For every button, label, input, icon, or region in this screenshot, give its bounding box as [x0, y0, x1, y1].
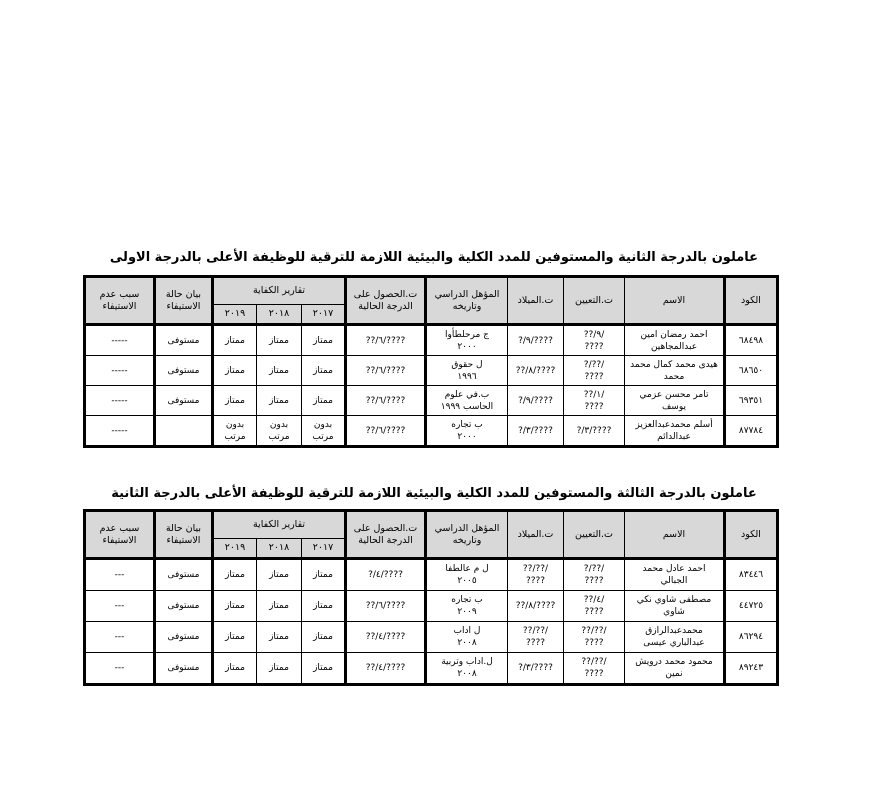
cell-report-2017	[302, 653, 346, 685]
cell-current-grade	[346, 559, 426, 591]
cell-qualification-text: ب تجاره	[451, 595, 483, 605]
cell-reason-text: ---	[114, 601, 125, 611]
cell-appointment-text: /??/??	[581, 657, 607, 667]
cell-appointment	[564, 325, 625, 356]
table-2-title: عاملون بالدرجة الثالثة والمستوفين للمدد الكلية والبيئية اللازمة للترقية للوظيفة الأعلى بالدرجة الثانية	[111, 486, 757, 501]
cell-name-text: احمد رمضان امين	[640, 329, 708, 340]
cell-appointment-text: ????	[584, 669, 604, 679]
header-reason: سبب عدم الاستيفاء	[85, 277, 155, 325]
cell-report-2019-text: ممتاز	[225, 335, 245, 346]
cell-reason	[85, 356, 155, 386]
cell-status-text: مستوفى	[167, 570, 200, 580]
cell-report-2017-text: ممتاز	[313, 601, 333, 611]
cell-code	[725, 325, 778, 356]
cell-name-text: عبدالمجاهين	[650, 341, 698, 352]
cell-report-2019	[213, 653, 257, 685]
cell-report-2018-text: ممتاز	[269, 570, 289, 580]
header-reason: سبب عدم الاستيفاء	[85, 511, 155, 559]
cell-code	[725, 591, 778, 622]
cell-name-text: تامر محسن عزمي	[639, 389, 709, 400]
cell-qualification	[426, 591, 508, 622]
cell-report-2018	[257, 591, 302, 622]
cell-name-text: محمود محمد درويش	[635, 657, 713, 667]
cell-name	[625, 386, 725, 416]
cell-birth-text: /??/??	[522, 564, 549, 574]
table-body	[85, 325, 778, 447]
cell-report-2017-text: ممتاز	[313, 632, 333, 642]
header-status: بيان حالة الاستيفاء	[155, 511, 213, 559]
cell-current-grade-text: ????/٦/??	[365, 395, 406, 406]
header-birth: ت.الميلاد	[508, 511, 564, 559]
cell-code	[725, 622, 778, 653]
header-reports: تقارير الكفاية	[213, 277, 346, 305]
cell-appointment-text: /١/??	[583, 389, 605, 400]
cell-report-2018-text: ممتاز	[269, 632, 289, 642]
cell-status	[155, 356, 213, 386]
cell-current-grade	[346, 386, 426, 416]
cell-name	[625, 325, 725, 356]
cell-qualification-text: ١٩٩٦	[457, 371, 477, 382]
cell-report-2018	[257, 416, 302, 447]
cell-reason	[85, 591, 155, 622]
cell-code-text: ٨٩٢٤٣	[738, 663, 764, 673]
table-row	[85, 356, 778, 386]
cell-qualification	[426, 386, 508, 416]
cell-reason	[85, 653, 155, 685]
cell-current-grade	[346, 356, 426, 386]
cell-report-2017	[302, 356, 346, 386]
cell-current-grade-text: ????/٦/??	[365, 601, 406, 611]
cell-report-2019-text: ممتاز	[225, 601, 245, 611]
header-year: ٢٠١٧	[302, 539, 346, 559]
cell-birth	[508, 356, 564, 386]
cell-birth-text: /??/??	[522, 626, 549, 636]
cell-report-2017	[302, 591, 346, 622]
cell-appointment-text: ????/٣/?	[576, 425, 612, 436]
cell-name	[625, 416, 725, 447]
cell-qualification-text: ل اداب	[453, 626, 481, 636]
cell-code-text: ٨٧٧٨٤	[738, 425, 764, 436]
cell-appointment-text: /??/??	[581, 626, 607, 636]
header-year: ٢٠١٧	[302, 305, 346, 325]
cell-birth-text: ????	[525, 576, 546, 586]
cell-report-2018	[257, 559, 302, 591]
table-body	[85, 559, 778, 685]
cell-code	[725, 386, 778, 416]
cell-current-grade	[346, 591, 426, 622]
staff-table-grade-2	[83, 275, 779, 448]
cell-status-text: مستوفى	[167, 335, 200, 346]
cell-reason-text: -----	[111, 365, 128, 376]
cell-report-2017-text: ممتاز	[313, 335, 333, 346]
cell-status	[155, 559, 213, 591]
cell-birth-text: ????/٨/??	[515, 601, 556, 611]
cell-report-2018-text: بدون مرتب	[268, 419, 290, 442]
cell-name	[625, 653, 725, 685]
cell-code	[725, 653, 778, 685]
cell-report-2019-text: ممتاز	[225, 632, 245, 642]
cell-qualification-text: ب.في علوم	[444, 389, 490, 400]
cell-status	[155, 653, 213, 685]
cell-status	[155, 591, 213, 622]
cell-birth-text: ????/٨/??	[515, 365, 556, 376]
cell-name-text: هيدى محمد كمال محمد	[630, 359, 718, 370]
cell-current-grade	[346, 325, 426, 356]
header-current-grade: ت.الحصول على الدرجة الحالية	[346, 511, 426, 559]
cell-qualification-text: ٢٠٠٥	[457, 576, 477, 586]
cell-appointment	[564, 559, 625, 591]
cell-current-grade	[346, 622, 426, 653]
header-appointment: ت.التعيين	[564, 511, 625, 559]
cell-reason-text: -----	[111, 425, 128, 436]
header-year: ٢٠١٨	[257, 305, 302, 325]
cell-birth	[508, 653, 564, 685]
cell-appointment	[564, 386, 625, 416]
cell-qualification	[426, 416, 508, 447]
cell-report-2017-text: بدون مرتب	[312, 419, 334, 442]
cell-status-text: مستوفى	[167, 601, 200, 611]
header-code: الكود	[725, 277, 778, 325]
header-year: ٢٠١٨	[257, 539, 302, 559]
cell-qualification-text: ل حقوق	[451, 359, 483, 370]
cell-qualification-text: ج مرحلطأوا	[445, 329, 489, 340]
cell-qualification-text: ٢٠٠٨	[457, 669, 477, 679]
cell-name-text: يوسف	[661, 401, 686, 412]
table-row	[85, 653, 778, 685]
header-year: ٢٠١٩	[213, 539, 257, 559]
cell-birth	[508, 591, 564, 622]
cell-report-2017	[302, 386, 346, 416]
cell-qualification	[426, 356, 508, 386]
cell-current-grade-text: ????/٤/??	[365, 663, 406, 673]
cell-name-text: محمدعبدالرازق	[645, 626, 703, 636]
cell-report-2018	[257, 622, 302, 653]
cell-name-text: محمد	[663, 371, 685, 382]
cell-report-2019-text: ممتاز	[225, 570, 245, 580]
cell-status-text: مستوفى	[167, 632, 200, 642]
cell-name	[625, 622, 725, 653]
cell-report-2019-text: ممتاز	[225, 395, 245, 406]
cell-report-2019	[213, 356, 257, 386]
cell-appointment-text: ????	[584, 371, 604, 382]
cell-report-2019	[213, 386, 257, 416]
cell-appointment-text: /٤/??	[583, 595, 605, 605]
cell-report-2019	[213, 416, 257, 447]
cell-reason	[85, 386, 155, 416]
cell-reason	[85, 416, 155, 447]
cell-appointment-text: /??/?	[583, 359, 605, 370]
cell-name-text: نمين	[665, 669, 683, 679]
cell-report-2018-text: ممتاز	[269, 335, 289, 346]
cell-name-text: مصطفى شاوي نكي	[636, 595, 712, 605]
header-appointment: ت.التعيين	[564, 277, 625, 325]
cell-report-2019	[213, 591, 257, 622]
cell-report-2019-text: ممتاز	[225, 365, 245, 376]
cell-current-grade-text: ????/٦/??	[365, 335, 406, 346]
header-code: الكود	[725, 511, 778, 559]
cell-report-2017	[302, 622, 346, 653]
cell-appointment-text: ????	[584, 401, 604, 412]
cell-appointment	[564, 416, 625, 447]
cell-report-2019-text: ممتاز	[225, 663, 245, 673]
cell-name-text: شاوي	[663, 607, 685, 617]
cell-report-2018-text: ممتاز	[269, 663, 289, 673]
table-row	[85, 416, 778, 447]
cell-qualification	[426, 622, 508, 653]
table-row	[85, 622, 778, 653]
cell-appointment-text: ????	[584, 341, 604, 352]
header-name: الاسم	[625, 511, 725, 559]
cell-status	[155, 622, 213, 653]
cell-code-text: ٦٩٣٥١	[738, 395, 764, 406]
cell-report-2017-text: ممتاز	[313, 395, 333, 406]
cell-birth-text: ????/٩/?	[518, 335, 553, 346]
cell-appointment	[564, 591, 625, 622]
cell-code	[725, 416, 778, 447]
staff-table-grade-3	[83, 509, 779, 686]
cell-qualification	[426, 653, 508, 685]
cell-qualification-text: ل م عالطفا	[445, 564, 489, 574]
cell-reason-text: ---	[114, 632, 125, 642]
cell-qualification-text: ٢٠٠٠	[457, 341, 477, 352]
cell-appointment	[564, 653, 625, 685]
cell-qualification-text: الحاسب ١٩٩٩	[440, 401, 494, 412]
cell-report-2018	[257, 325, 302, 356]
cell-report-2019	[213, 622, 257, 653]
cell-report-2019	[213, 559, 257, 591]
cell-name-text: احمد عادل محمد	[642, 564, 706, 574]
cell-code-text: ٨٦٢٩٤	[738, 632, 764, 642]
cell-status	[155, 416, 213, 447]
cell-report-2019-text: بدون مرتب	[224, 419, 246, 442]
cell-birth	[508, 622, 564, 653]
cell-report-2018-text: ممتاز	[269, 601, 289, 611]
cell-birth	[508, 416, 564, 447]
cell-birth-text: ????	[525, 638, 546, 648]
cell-report-2017-text: ممتاز	[313, 570, 333, 580]
cell-current-grade	[346, 416, 426, 447]
cell-reason	[85, 325, 155, 356]
cell-report-2018	[257, 356, 302, 386]
cell-appointment-text: /٩/??	[583, 329, 605, 340]
cell-name-text: عبدالدائم	[657, 431, 691, 442]
cell-qualification-text: ٢٠٠٨	[457, 638, 477, 648]
cell-status-text: مستوفى	[167, 663, 200, 673]
cell-current-grade-text: ????/٦/??	[365, 425, 406, 436]
cell-qualification-text: ب تجاره	[451, 419, 483, 430]
header-status: بيان حالة الاستيفاء	[155, 277, 213, 325]
cell-reason	[85, 622, 155, 653]
cell-qualification-text: ٢٠٠٩	[457, 607, 477, 617]
cell-reason-text: ---	[114, 570, 125, 580]
cell-report-2017	[302, 325, 346, 356]
cell-report-2017	[302, 416, 346, 447]
table-row	[85, 386, 778, 416]
table-row	[85, 559, 778, 591]
cell-current-grade-text: ????/٤/??	[365, 632, 406, 642]
cell-reason	[85, 559, 155, 591]
cell-report-2019	[213, 325, 257, 356]
cell-appointment	[564, 622, 625, 653]
cell-birth-text: ????/٣/?	[518, 663, 553, 673]
header-name: الاسم	[625, 277, 725, 325]
table-row	[85, 325, 778, 356]
table-1-title: عاملون بالدرجة الثانية والمستوفين للمدد الكلية والبيئية اللازمة للترقية للوظيفة الأعلى بالدرجة الاولى	[109, 250, 759, 265]
cell-reason-text: -----	[111, 395, 128, 406]
cell-birth	[508, 325, 564, 356]
cell-name-text: الجبالي	[660, 576, 688, 586]
header-year: ٢٠١٩	[213, 305, 257, 325]
header-current-grade: ت.الحصول على الدرجة الحالية	[346, 277, 426, 325]
cell-qualification	[426, 325, 508, 356]
cell-code	[725, 356, 778, 386]
cell-birth-text: ????/٩/?	[518, 395, 553, 406]
cell-appointment-text: ????	[584, 607, 604, 617]
cell-report-2018-text: ممتاز	[269, 365, 289, 376]
cell-status-text: مستوفى	[167, 365, 200, 376]
cell-code-text: ٤٤٧٢٥	[738, 601, 764, 611]
header-qualification: المؤهل الدراسي وتاريخه	[426, 277, 508, 325]
cell-name	[625, 591, 725, 622]
cell-qualification	[426, 559, 508, 591]
cell-qualification-text: ٢٠٠٠	[457, 431, 477, 442]
cell-report-2018	[257, 386, 302, 416]
header-birth: ت.الميلاد	[508, 277, 564, 325]
cell-name	[625, 356, 725, 386]
cell-birth-text: ????/٣/?	[518, 425, 553, 436]
cell-birth	[508, 386, 564, 416]
cell-qualification-text: ل.اداب وتربية	[441, 657, 493, 667]
cell-reason-text: ---	[114, 663, 125, 673]
cell-birth	[508, 559, 564, 591]
cell-status-text: مستوفى	[167, 395, 200, 406]
cell-current-grade-text: ????/٦/??	[365, 365, 406, 376]
cell-report-2017	[302, 559, 346, 591]
cell-report-2018	[257, 653, 302, 685]
cell-code	[725, 559, 778, 591]
cell-appointment	[564, 356, 625, 386]
cell-status	[155, 325, 213, 356]
cell-reason-text: -----	[111, 335, 128, 346]
cell-report-2017-text: ممتاز	[313, 663, 333, 673]
header-reports: تقارير الكفاية	[213, 511, 346, 539]
cell-name-text: عبدالباري عيسى	[643, 638, 705, 648]
cell-appointment-text: /??/?	[583, 564, 605, 574]
cell-appointment-text: ????	[584, 638, 604, 648]
cell-name	[625, 559, 725, 591]
cell-report-2017-text: ممتاز	[313, 365, 333, 376]
cell-report-2018-text: ممتاز	[269, 395, 289, 406]
cell-name-text: أسلم محمدعبدالعزيز	[635, 419, 713, 430]
cell-code-text: ٦٨٤٩٨	[738, 335, 764, 346]
cell-appointment-text: ????	[584, 576, 604, 586]
cell-current-grade	[346, 653, 426, 685]
cell-code-text: ٨٣٤٤٦	[738, 570, 764, 580]
table-row	[85, 591, 778, 622]
header-qualification: المؤهل الدراسي وتاريخه	[426, 511, 508, 559]
cell-code-text: ٦٨٦٥٠	[738, 365, 764, 376]
cell-status	[155, 386, 213, 416]
cell-current-grade-text: ????/٤/?	[368, 570, 403, 580]
